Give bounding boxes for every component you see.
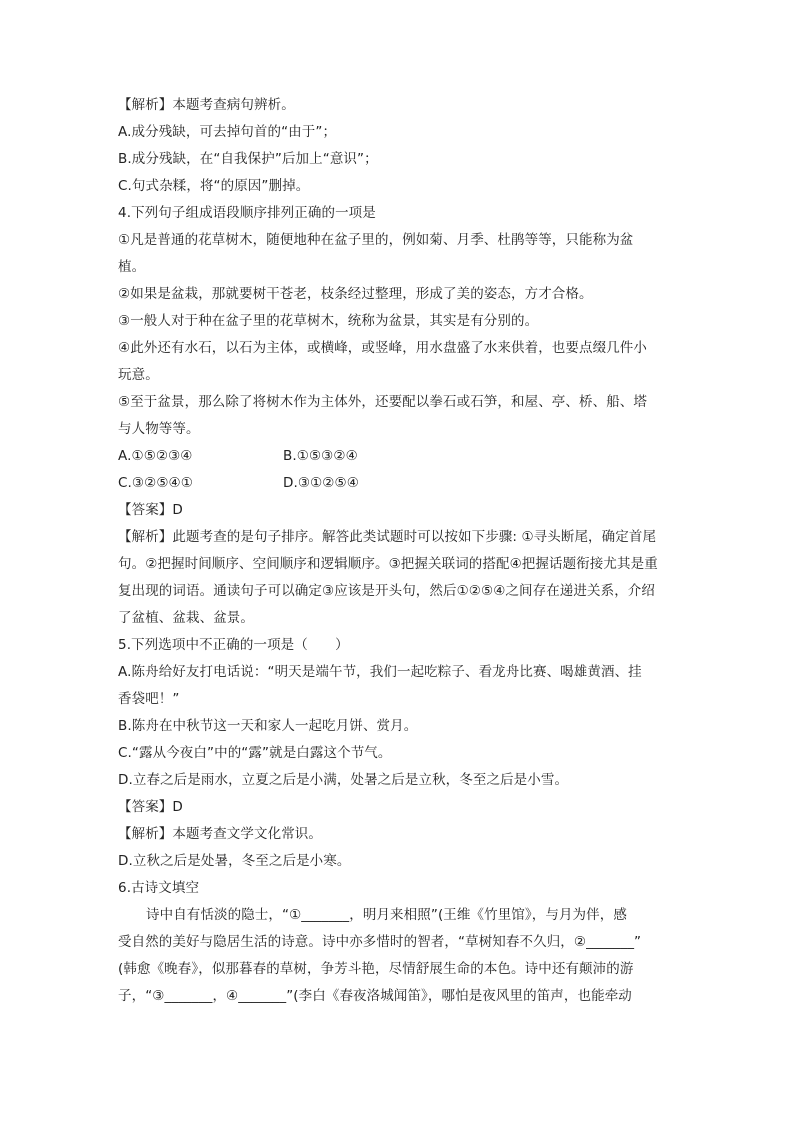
analysis-line: 复出现的词语。通读句子可以确定③应该是开头句，然后①②⑤④之间存在递进关系，介绍 <box>118 583 656 599</box>
analysis-line: B.成分残缺，在“自我保护”后加上“意识”； <box>118 151 378 167</box>
q5-option-d: D.立春之后是雨水，立夏之后是小满，处暑之后是立秋，冬至之后是小雪。 <box>118 772 569 788</box>
analysis-line: 句。②把握时间顺序、空间顺序和逻辑顺序。③把握关联词的搭配④把握话题衔接尤其是重 <box>118 556 658 572</box>
document-page <box>118 92 678 1010</box>
q5-option-c: C.“露从今夜白”中的“露”就是白露这个节气。 <box>118 745 392 761</box>
answer-line: 【答案】D <box>118 502 183 518</box>
sentence-4: ④此外还有水石，以石为主体，或横峰，或竖峰，用水盘盛了水来供着，也要点缀几件小 <box>118 340 648 356</box>
options-row-1 <box>118 443 678 470</box>
analysis-line: D.立秋之后是处暑，冬至之后是小寒。 <box>118 853 351 869</box>
option-a: A.①⑤②③④ <box>118 448 193 464</box>
poem-fill-paragraph: (韩愈《晚春》，似那暮春的草树，争芳斗艳，尽情舒展生命的本色。诗中还有颠沛的游 <box>118 961 634 977</box>
analysis-line: C.句式杂糅，将“的原因”删掉。 <box>118 178 310 194</box>
analysis-line: A.成分残缺，可去掉句首的“由于”； <box>118 124 337 140</box>
options-row-2 <box>118 470 678 497</box>
answer-line: 【答案】D <box>118 799 183 815</box>
option-b: B.①⑤③②④ <box>283 448 358 464</box>
option-c: C.③②⑤④① <box>118 475 193 491</box>
analysis-line: 了盆植、盆栽、盆景。 <box>118 610 254 626</box>
sentence-1-cont: 植。 <box>118 259 146 275</box>
analysis-line: 【解析】本题考查病句辨析。 <box>118 97 295 113</box>
poem-fill-paragraph: 子，“③_______，④_______”(李白《春夜洛城闻笛》，哪怕是夜风里的笛声，也能牵动 <box>118 988 632 1004</box>
analysis-line: 【解析】本题考查文学文化常识。 <box>118 826 322 842</box>
sentence-2: ②如果是盆栽，那就要树干苍老，枝条经过整理，形成了美的姿态，方才合格。 <box>118 286 593 302</box>
poem-fill-paragraph: 诗中自有恬淡的隐士，“①_______，明月来相照”(王维《竹里馆》，与月为伴，感 <box>146 907 627 923</box>
q5-option-a: A.陈舟给好友打电话说：“明天是端午节，我们一起吃粽子、看龙舟比赛、喝雄黄酒、挂 <box>118 664 642 680</box>
sentence-1: ①凡是普通的花草树木，随便地种在盆子里的，例如菊、月季、杜鹃等等，只能称为盆 <box>118 232 634 248</box>
sentence-5-cont: 与人物等等。 <box>118 421 200 437</box>
q5-option-a-cont: 香袋吧！” <box>118 691 180 707</box>
sentence-4-cont: 玩意。 <box>118 367 159 383</box>
q5-option-b: B.陈舟在中秋节这一天和家人一起吃月饼、赏月。 <box>118 718 418 734</box>
analysis-line: 【解析】此题考查的是句子排序。解答此类试题时可以按如下步骤: ①寻头断尾，确定首尾 <box>118 529 657 545</box>
question-4-title: 4.下列句子组成语段顺序排列正确的一项是 <box>118 205 376 221</box>
sentence-3: ③一般人对于种在盆子里的花草树木，统称为盆景，其实是有分别的。 <box>118 313 539 329</box>
question-5-title: 5.下列选项中不正确的一项是（ ） <box>118 637 349 653</box>
poem-fill-paragraph: 受自然的美好与隐居生活的诗意。诗中亦多惜时的智者，“草树知春不久归，②_______” <box>118 934 642 950</box>
question-6-title: 6.古诗文填空 <box>118 880 200 896</box>
option-d: D.③①②⑤④ <box>283 475 359 491</box>
sentence-5: ⑤至于盆景，那么除了将树木作为主体外，还要配以拳石或石笋，和屋、亭、桥、船、塔 <box>118 394 648 410</box>
